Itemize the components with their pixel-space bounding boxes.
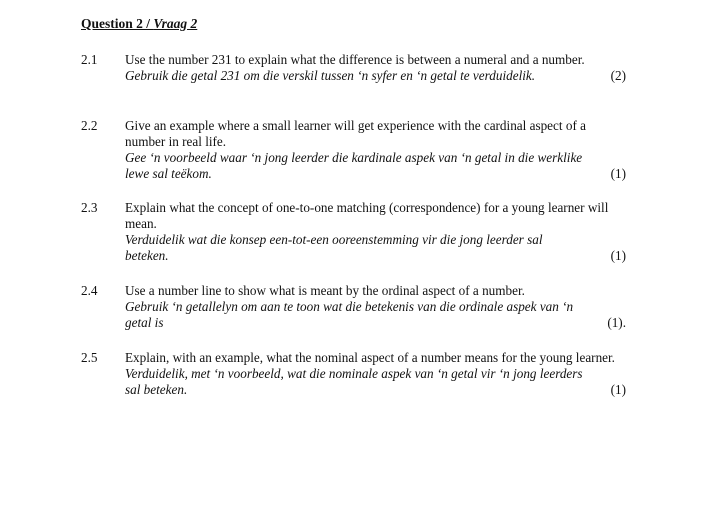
item-text-english: Use a number line to show what is meant by the ordinal aspect of a number. (125, 283, 525, 298)
question-item-2-2 (81, 118, 626, 182)
item-number: 2.1 (81, 52, 98, 67)
item-number: 2.3 (81, 200, 98, 215)
item-text-afrikaans: Gee ‘n voorbeeld waar ‘n jong leerder die kardinale aspek van ‘n getal in die werklike lewe sal teëkom. (125, 150, 583, 181)
item-marks: (1) (610, 382, 626, 397)
item-marks: (1) (610, 248, 626, 263)
item-text-afrikaans: Gebruik die getal 231 om die verskil tussen ‘n syfer en ‘n getal te verduidelik. (125, 68, 536, 83)
item-marks: (1) (610, 166, 626, 181)
item-text-afrikaans: Gebruik ‘n getallelyn om aan te toon wat die betekenis van die ordinale aspek van ‘n getal is (125, 299, 574, 330)
question-item-2-3 (81, 200, 626, 264)
question-item-2-5 (81, 350, 626, 398)
question-title-afrikaans: Vraag 2 (153, 16, 198, 31)
item-text-english: Explain, with an example, what the nominal aspect of a number means for the young learner. (125, 350, 615, 365)
item-text-english: Give an example where a small learner will get experience with the cardinal aspect of a number in real life. (125, 118, 586, 149)
question-item-2-1 (81, 52, 626, 84)
item-number: 2.5 (81, 350, 98, 365)
question-item-2-4 (81, 283, 626, 331)
item-number: 2.2 (81, 118, 98, 133)
item-marks: (1). (607, 315, 626, 330)
question-heading (81, 16, 197, 32)
question-title-english: Question 2 / (81, 16, 154, 31)
item-text-afrikaans: Verduidelik, met ‘n voorbeeld, wat die nominale aspek van ‘n getal vir ‘n jong leerders sal beteken. (125, 366, 583, 397)
item-text-english: Explain what the concept of one-to-one matching (correspondence) for a young learner will mean. (125, 200, 609, 231)
item-marks: (2) (610, 68, 626, 83)
item-number: 2.4 (81, 283, 98, 298)
item-text-afrikaans: Verduidelik wat die konsep een-tot-een ooreenstemming vir die jong leerder sal beteken. (125, 232, 543, 263)
item-text-english: Use the number 231 to explain what the difference is between a numeral and a number. (125, 52, 585, 67)
